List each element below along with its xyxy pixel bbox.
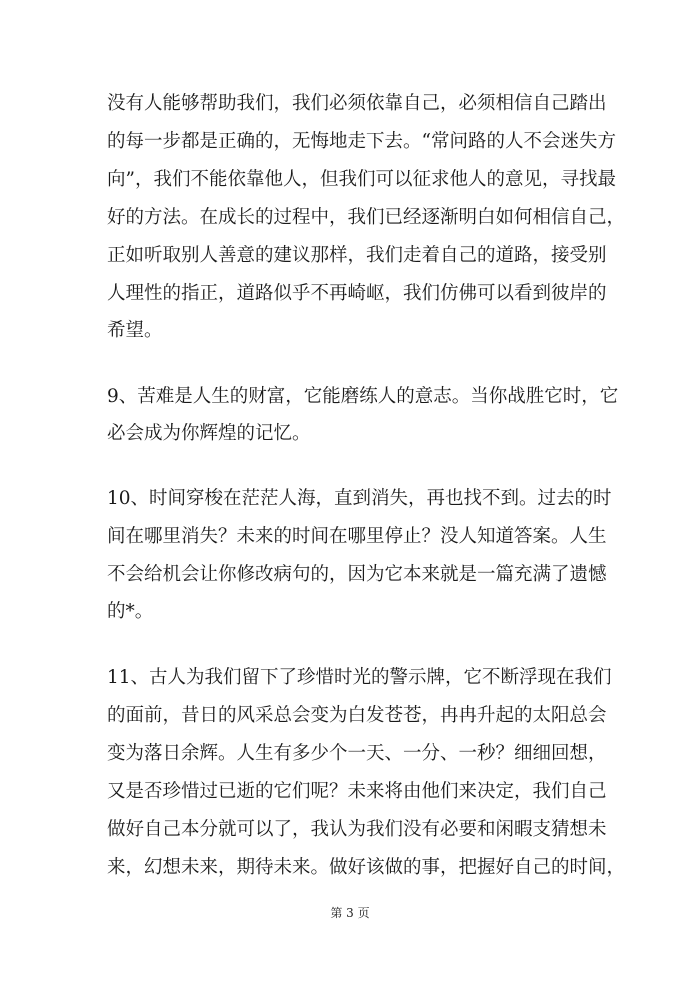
text-line: 必会成为你辉煌的记忆。 [107,423,311,444]
text-line: 希望。 [107,320,163,341]
text-line: 不会给机会让你修改病句的，因为它本来就是一篇充满了遗憾 [107,564,607,585]
text-line: 的每一步都是正确的，无悔地走下去。“常问路的人不会迷失方 [107,131,616,152]
text-line: 向”，我们不能依靠他人，但我们可以征求他人的意见，寻找最 [107,169,616,190]
text-line: 正如听取别人善意的建议那样，我们走着自己的道路，接受别 [107,245,607,266]
text-line: 做好自己本分就可以了，我认为我们没有必要和闲暇支猜想未 [107,819,607,840]
text-line: 间在哪里消失？未来的时间在哪里停止？没人知道答案。人生 [107,526,607,547]
text-line: 的*。 [107,601,154,622]
text-line: 11、古人为我们留下了珍惜时光的警示牌，它不断浮现在我们 [107,667,612,688]
text-line: 来，幻想未来，期待未来。做好该做的事，把握好自己的时间， [107,857,626,878]
page-number: 第 3 页 [330,906,370,920]
text-line: 变为落日余辉。人生有多少个一天、一分、一秒？细细回想， [107,743,607,764]
text-line: 9、苦难是人生的财富，它能磨练人的意志。当你战胜它时，它 [107,386,619,407]
text-line: 又是否珍惜过已逝的它们呢？未来将由他们来决定，我们自己 [107,781,607,802]
text-line: 10、时间穿梭在茫茫人海，直到消失，再也找不到。过去的时 [107,488,612,509]
text-line: 好的方法。在成长的过程中，我们已经逐渐明白如何相信自己， [107,207,626,228]
text-line: 人理性的指正，道路似乎不再崎岖，我们仿佛可以看到彼岸的 [107,283,607,304]
text-line: 的面前，昔日的风采总会变为白发苍苍，冉冉升起的太阳总会 [107,705,607,726]
text-line: 没有人能够帮助我们，我们必须依靠自己，必须相信自己踏出 [107,93,607,114]
